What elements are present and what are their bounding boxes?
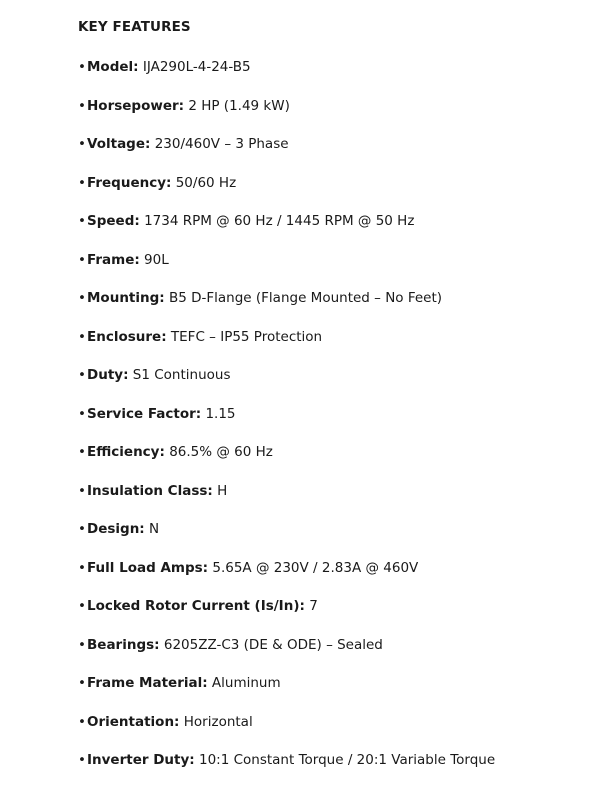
- feature-label: Frame Material:: [87, 675, 208, 691]
- feature-label: Orientation:: [87, 713, 180, 730]
- feature-item: [78, 442, 495, 481]
- feature-value: 230/460V – 3 Phase: [154, 136, 289, 152]
- feature-item: [78, 558, 495, 597]
- feature-list: [78, 57, 495, 789]
- feature-value: 7: [309, 598, 318, 614]
- feature-value: B5 D-Flange (Flange Mounted – No Feet): [168, 290, 443, 306]
- feature-value: 90L: [144, 251, 169, 268]
- feature-label: Locked Rotor Current (Is/In):: [87, 598, 305, 614]
- feature-label: Voltage:: [87, 136, 151, 152]
- feature-value: 2 HP (1.49 kW): [188, 97, 290, 114]
- feature-item: [78, 750, 495, 789]
- feature-label: Service Factor:: [87, 405, 202, 422]
- feature-label: Frequency:: [87, 174, 172, 191]
- bullet: •: [78, 482, 86, 499]
- feature-value: 86.5% @ 60 Hz: [169, 444, 273, 460]
- feature-item: [78, 57, 495, 96]
- feature-label: Inverter Duty:: [87, 752, 195, 768]
- feature-value: TEFC – IP55 Protection: [170, 328, 323, 345]
- feature-value: S1 Continuous: [132, 367, 231, 383]
- feature-label: Insulation Class:: [87, 482, 213, 499]
- feature-item: [78, 519, 495, 558]
- bullet: •: [78, 367, 86, 383]
- feature-label: Model:: [87, 59, 139, 75]
- bullet: •: [78, 405, 86, 422]
- section-heading: KEY FEATURES: [78, 19, 191, 35]
- feature-value: 1734 RPM @ 60 Hz / 1445 RPM @ 50 Hz: [144, 213, 415, 229]
- bullet: •: [78, 174, 86, 191]
- feature-value: Aluminum: [211, 675, 281, 691]
- feature-label: Efficiency:: [87, 444, 165, 460]
- bullet: •: [78, 290, 86, 306]
- feature-item: [78, 481, 495, 520]
- feature-item: [78, 211, 495, 250]
- bullet: •: [78, 752, 86, 768]
- feature-value: H: [217, 482, 228, 499]
- feature-value: Horizontal: [183, 713, 253, 730]
- feature-label: Bearings:: [87, 636, 160, 653]
- bullet: •: [78, 213, 86, 229]
- feature-item: [78, 327, 495, 366]
- feature-item: [78, 673, 495, 712]
- bullet: •: [78, 59, 86, 75]
- feature-item: [78, 250, 495, 289]
- feature-label: Duty:: [87, 367, 129, 383]
- bullet: •: [78, 444, 86, 460]
- feature-value: N: [149, 521, 160, 537]
- bullet: •: [78, 328, 86, 345]
- feature-value: 5.65A @ 230V / 2.83A @ 460V: [212, 559, 419, 576]
- feature-item: [78, 288, 495, 327]
- bullet: •: [78, 598, 86, 614]
- bullet: •: [78, 559, 86, 576]
- feature-value: 1.15: [205, 405, 236, 422]
- bullet: •: [78, 97, 86, 114]
- feature-item: [78, 712, 495, 751]
- feature-value: 10:1 Constant Torque / 20:1 Variable Torque: [198, 752, 496, 768]
- feature-item: [78, 173, 495, 212]
- feature-label: Design:: [87, 521, 145, 537]
- feature-label: Speed:: [87, 213, 140, 229]
- feature-label: Mounting:: [87, 290, 165, 306]
- bullet: •: [78, 136, 86, 152]
- feature-item: [78, 96, 495, 135]
- feature-item: [78, 134, 495, 173]
- bullet: •: [78, 251, 86, 268]
- feature-label: Full Load Amps:: [87, 559, 209, 576]
- feature-label: Horsepower:: [87, 97, 185, 114]
- bullet: •: [78, 675, 86, 691]
- feature-item: [78, 596, 495, 635]
- feature-value: IJA290L-4-24-B5: [142, 59, 251, 75]
- feature-item: [78, 404, 495, 443]
- feature-label: Enclosure:: [87, 328, 167, 345]
- feature-value: 50/60 Hz: [175, 174, 237, 191]
- feature-item: [78, 635, 495, 674]
- feature-item: [78, 365, 495, 404]
- feature-value: 6205ZZ-C3 (DE & ODE) – Sealed: [163, 636, 383, 653]
- bullet: •: [78, 521, 86, 537]
- feature-label: Frame:: [87, 251, 140, 268]
- bullet: •: [78, 713, 86, 730]
- bullet: •: [78, 636, 86, 653]
